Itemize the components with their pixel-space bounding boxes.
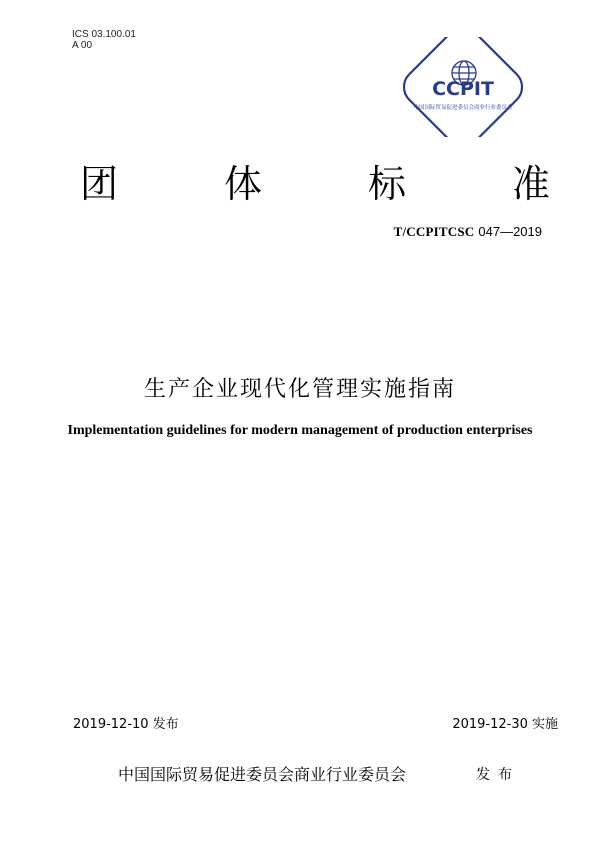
doc-type-char: 准 (511, 161, 550, 206)
svg-text:中国国际贸易促进委员会商业行业委员会: 中国国际贸易促进委员会商业行业委员会 (413, 105, 513, 111)
title-english: Implementation guidelines for modern management of production enterprises (67, 423, 533, 438)
ics-code: ICS 03.100.01 (72, 29, 136, 40)
publisher-name: 中国国际贸易促进委员会商业行业委员会 (118, 765, 407, 784)
issue-date: 2019-12-10 发布 (73, 717, 179, 732)
title-chinese: 生产企业现代化管理实施指南 (143, 377, 456, 402)
ccs-code: A 00 (72, 40, 93, 51)
ccpit-logo (398, 37, 528, 137)
classification-codes (72, 29, 136, 51)
publish-label: 发布 (476, 767, 520, 783)
header-divider (48, 246, 552, 247)
doc-type-char: 标 (367, 161, 406, 206)
doc-type-char: 团 (80, 161, 119, 206)
standard-number (394, 224, 542, 240)
footer-divider (48, 735, 552, 736)
document-type (80, 158, 550, 206)
standard-code: 047—2019 (478, 224, 542, 239)
doc-type-char: 体 (223, 161, 262, 206)
svg-text:CCPIT: CCPIT (432, 78, 494, 100)
implementation-date: 2019-12-30 实施 (452, 717, 558, 732)
ccpit-logo-icon (398, 37, 528, 137)
standard-prefix: T/CCPITCSC (393, 224, 475, 239)
